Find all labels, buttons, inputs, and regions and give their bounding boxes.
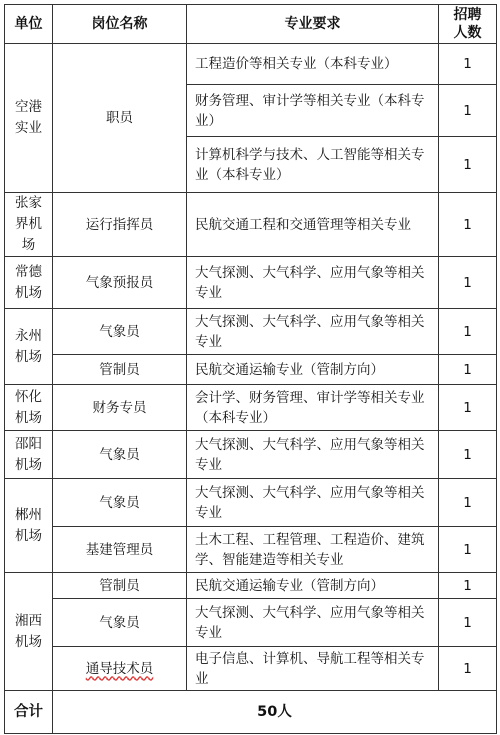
table-row bbox=[5, 257, 497, 309]
requirement-cell: 计算机科学与技术、人工智能等相关专业（本科专业） bbox=[187, 137, 439, 193]
position-cell: 职员 bbox=[53, 44, 187, 193]
count-cell: 1 bbox=[439, 309, 497, 355]
position-cell: 管制员 bbox=[53, 355, 187, 385]
count-cell: 1 bbox=[439, 527, 497, 573]
count-cell: 1 bbox=[439, 573, 497, 599]
requirement-cell: 大气探测、大气科学、应用气象等相关专业 bbox=[187, 599, 439, 647]
requirement-cell: 工程造价等相关专业（本科专业） bbox=[187, 44, 439, 85]
position-cell: 气象预报员 bbox=[53, 257, 187, 309]
count-cell: 1 bbox=[439, 599, 497, 647]
position-cell: 运行指挥员 bbox=[53, 193, 187, 257]
count-cell: 1 bbox=[439, 44, 497, 85]
total-value: 50人 bbox=[53, 691, 497, 734]
position-cell: 气象员 bbox=[53, 309, 187, 355]
position-cell: 财务专员 bbox=[53, 385, 187, 431]
table-row bbox=[5, 385, 497, 431]
count-cell: 1 bbox=[439, 355, 497, 385]
total-row bbox=[5, 691, 497, 734]
unit-cell: 郴州机场 bbox=[5, 479, 53, 573]
unit-cell: 湘西机场 bbox=[5, 573, 53, 691]
unit-cell: 怀化机场 bbox=[5, 385, 53, 431]
requirement-cell: 财务管理、审计学等相关专业（本科专业） bbox=[187, 85, 439, 137]
header-requirement: 专业要求 bbox=[187, 5, 439, 44]
position-cell: 气象员 bbox=[53, 431, 187, 479]
table-row bbox=[5, 527, 497, 573]
table-row bbox=[5, 355, 497, 385]
table-row bbox=[5, 573, 497, 599]
requirement-cell: 电子信息、计算机、导航工程等相关专业 bbox=[187, 647, 439, 691]
unit-cell: 永州机场 bbox=[5, 309, 53, 385]
position-cell bbox=[53, 647, 187, 691]
requirement-cell: 民航交通工程和交通管理等相关专业 bbox=[187, 193, 439, 257]
position-cell: 气象员 bbox=[53, 599, 187, 647]
requirement-cell: 民航交通运输专业（管制方向） bbox=[187, 355, 439, 385]
table-row bbox=[5, 44, 497, 85]
count-cell: 1 bbox=[439, 257, 497, 309]
requirement-cell: 大气探测、大气科学、应用气象等相关专业 bbox=[187, 309, 439, 355]
unit-cell: 邵阳机场 bbox=[5, 431, 53, 479]
unit-cell: 常德机场 bbox=[5, 257, 53, 309]
count-cell: 1 bbox=[439, 431, 497, 479]
requirement-cell: 大气探测、大气科学、应用气象等相关专业 bbox=[187, 431, 439, 479]
count-cell: 1 bbox=[439, 385, 497, 431]
requirement-cell: 民航交通运输专业（管制方向） bbox=[187, 573, 439, 599]
count-cell: 1 bbox=[439, 137, 497, 193]
count-cell: 1 bbox=[439, 193, 497, 257]
table-row bbox=[5, 309, 497, 355]
table-row bbox=[5, 599, 497, 647]
requirement-cell: 大气探测、大气科学、应用气象等相关专业 bbox=[187, 479, 439, 527]
count-cell: 1 bbox=[439, 479, 497, 527]
position-cell: 基建管理员 bbox=[53, 527, 187, 573]
table-row bbox=[5, 431, 497, 479]
count-cell: 1 bbox=[439, 647, 497, 691]
header-count: 招聘人数 bbox=[439, 5, 497, 44]
requirement-cell: 会计学、财务管理、审计学等相关专业（本科专业） bbox=[187, 385, 439, 431]
table-row bbox=[5, 647, 497, 691]
position-cell: 管制员 bbox=[53, 573, 187, 599]
header-position: 岗位名称 bbox=[53, 5, 187, 44]
count-cell: 1 bbox=[439, 85, 497, 137]
header-row bbox=[5, 5, 497, 44]
recruitment-table bbox=[4, 4, 497, 734]
table-row bbox=[5, 479, 497, 527]
position-text: 通导技术员 bbox=[85, 660, 154, 677]
requirement-cell: 土木工程、工程管理、工程造价、建筑学、智能建造等相关专业 bbox=[187, 527, 439, 573]
table-row bbox=[5, 193, 497, 257]
header-unit: 单位 bbox=[5, 5, 53, 44]
unit-cell: 空港实业 bbox=[5, 44, 53, 193]
unit-cell: 张家界机场 bbox=[5, 193, 53, 257]
position-cell: 气象员 bbox=[53, 479, 187, 527]
total-label: 合计 bbox=[5, 691, 53, 734]
requirement-cell: 大气探测、大气科学、应用气象等相关专业 bbox=[187, 257, 439, 309]
